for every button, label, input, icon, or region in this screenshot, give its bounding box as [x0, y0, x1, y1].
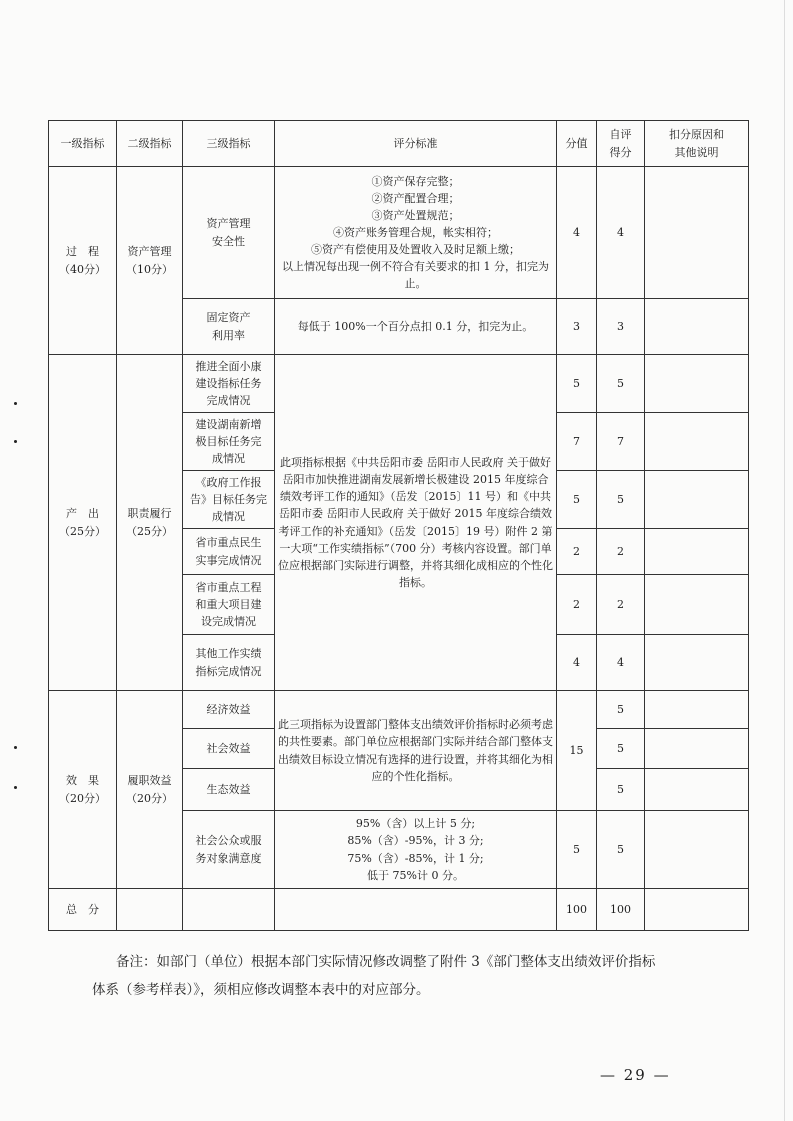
header-level3: 三级指标 [183, 121, 275, 167]
deduct-reason-cell [645, 811, 749, 889]
score-cell: 2 [557, 529, 597, 575]
effect-indicator: 生态效益 [183, 769, 275, 811]
deduct-reason-cell [645, 529, 749, 575]
satisfaction-standard: 95%（含）以上计 5 分; 85%（含）-95%，计 3 分; 75%（含）-85%，计 1 分; 低于 75%计 0 分。 [275, 811, 557, 889]
effect-level2: 履职效益 （20分） [117, 691, 183, 889]
page-number: — 29 — [600, 1066, 671, 1084]
score-cell: 5 [557, 471, 597, 529]
effect-group-score: 15 [557, 691, 597, 811]
header-self-score: 自评 得分 [597, 121, 645, 167]
output-indicator: 建设湖南新增 极目标任务完 成情况 [183, 413, 275, 471]
self-score-cell: 7 [597, 413, 645, 471]
footnote-line: 备注：如部门（单位）根据本部门实际情况修改调整了附件 3《部门整体支出绩效评价指标 [116, 954, 656, 970]
output-indicator: 省市重点工程 和重大项目建 设完成情况 [183, 575, 275, 635]
self-score-cell: 2 [597, 575, 645, 635]
output-level2: 职责履行 （25分） [117, 355, 183, 691]
header-row [49, 121, 749, 167]
deduct-reason-cell [645, 299, 749, 355]
total-label: 总 分 [49, 889, 117, 931]
evaluation-table [48, 120, 749, 931]
self-score-cell: 5 [597, 355, 645, 413]
fixed-asset-indicator: 固定资产 利用率 [183, 299, 275, 355]
empty-cell [183, 889, 275, 931]
output-indicator: 省市重点民生 实事完成情况 [183, 529, 275, 575]
deduct-reason-cell [645, 575, 749, 635]
header-score: 分值 [557, 121, 597, 167]
deduct-reason-cell [645, 167, 749, 299]
deduct-reason-cell [645, 635, 749, 691]
score-cell: 4 [557, 167, 597, 299]
deduct-reason-cell [645, 691, 749, 729]
self-score-cell: 5 [597, 691, 645, 729]
asset-safety-standard: ①资产保存完整； ②资产配置合理； ③资产处置规范； ④资产账务管理合规，帐实相符； ⑤资产有偿使用及处置收入及时足额上缴； 以上情况每出现一例不符合有关要求的扣 1 分，扣完为止。 [275, 167, 557, 299]
output-level1: 产 出 （25分） [49, 355, 117, 691]
deduct-reason-cell [645, 889, 749, 931]
deduct-reason-cell [645, 471, 749, 529]
header-level1: 一级指标 [49, 121, 117, 167]
self-score-cell: 3 [597, 299, 645, 355]
process-level1: 过 程 （40分） [49, 167, 117, 355]
output-standard: 此项指标根据《中共岳阳市委 岳阳市人民政府 关于做好岳阳市加快推进湖南发展新增长极建设 2015 年度综合绩效考评工作的通知》（岳发〔2015〕11 号）和《中共岳阳市委 岳阳市人民政府 关于做好 2015 年度综合绩效考评工作的补充通知》（岳发〔2015〕19 号）附件 2 第一大项“工作实绩指标”（700 分）考核内容设置。部门单位应根据部门实际进行调整，并将其细化成相应的个性化指标。 [275, 355, 557, 691]
effect-indicator: 经济效益 [183, 691, 275, 729]
self-score-cell: 5 [597, 769, 645, 811]
fixed-asset-standard: 每低于 100%一个百分点扣 0.1 分，扣完为止。 [275, 299, 557, 355]
effect-level1: 效 果 （20分） [49, 691, 117, 889]
table-row [49, 691, 749, 729]
deduct-reason-cell [645, 769, 749, 811]
scan-dot [14, 402, 17, 405]
deduct-reason-cell [645, 413, 749, 471]
effect-indicator: 社会效益 [183, 729, 275, 769]
satisfaction-indicator: 社会公众或服 务对象满意度 [183, 811, 275, 889]
scan-dot [14, 746, 17, 749]
process-level2: 资产管理 （10分） [117, 167, 183, 355]
header-level2: 二级指标 [117, 121, 183, 167]
score-cell: 3 [557, 299, 597, 355]
self-score-cell: 2 [597, 529, 645, 575]
table-row [49, 355, 749, 413]
output-indicator: 其他工作实绩 指标完成情况 [183, 635, 275, 691]
self-score-cell: 5 [597, 729, 645, 769]
empty-cell [117, 889, 183, 931]
score-cell: 2 [557, 575, 597, 635]
score-cell: 4 [557, 635, 597, 691]
header-deduct-reason: 扣分原因和 其他说明 [645, 121, 749, 167]
scan-dot [14, 786, 17, 789]
output-indicator: 《政府工作报 告》目标任务完 成情况 [183, 471, 275, 529]
table-row [49, 167, 749, 299]
asset-safety-indicator: 资产管理 安全性 [183, 167, 275, 299]
footnote [92, 948, 702, 1004]
effect-standard: 此三项指标为设置部门整体支出绩效评价指标时必须考虑的共性要素。部门单位应根据部门实际并结合部门整体支出绩效目标设立情况有选择的进行设置，并将其细化为相应的个性化指标。 [275, 691, 557, 811]
empty-cell [275, 889, 557, 931]
self-score-cell: 4 [597, 635, 645, 691]
self-score-cell: 4 [597, 167, 645, 299]
output-indicator: 推进全面小康 建设指标任务 完成情况 [183, 355, 275, 413]
score-cell: 5 [557, 811, 597, 889]
total-score: 100 [557, 889, 597, 931]
scan-dot [14, 440, 17, 443]
deduct-reason-cell [645, 729, 749, 769]
header-standard: 评分标准 [275, 121, 557, 167]
deduct-reason-cell [645, 355, 749, 413]
score-cell: 7 [557, 413, 597, 471]
total-self-score: 100 [597, 889, 645, 931]
total-row [49, 889, 749, 931]
footnote-line: 体系（参考样表）》，须相应修改调整本表中的对应部分。 [92, 982, 430, 998]
score-cell: 5 [557, 355, 597, 413]
scan-edge [784, 0, 785, 1121]
self-score-cell: 5 [597, 471, 645, 529]
self-score-cell: 5 [597, 811, 645, 889]
